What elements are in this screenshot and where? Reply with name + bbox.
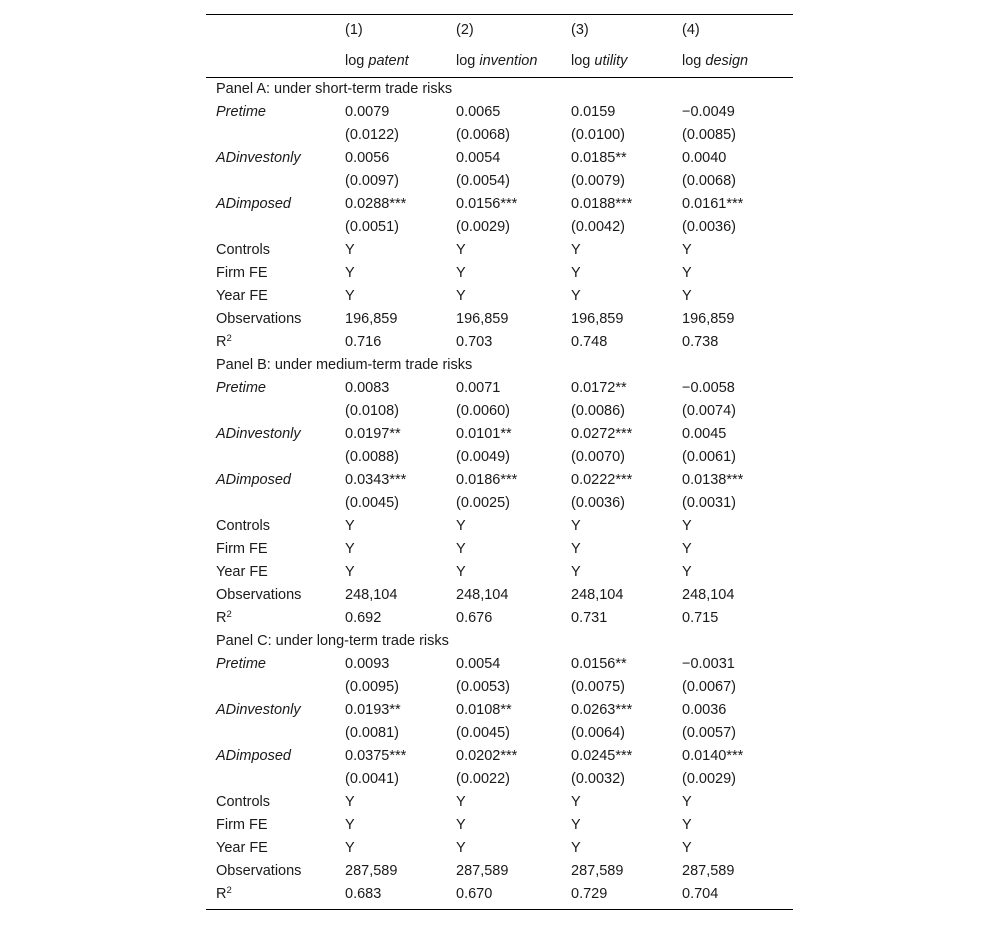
table-cell: 0.0071 xyxy=(456,380,501,396)
table-cell: 0.683 xyxy=(345,886,382,902)
column-number: (1) xyxy=(345,22,363,38)
row-label-text: Firm FE xyxy=(216,265,268,281)
table-row xyxy=(206,515,793,538)
row-label xyxy=(206,515,345,538)
table-cell: (0.0081) xyxy=(345,725,400,741)
table-row xyxy=(206,883,793,906)
table-cell: Y xyxy=(682,817,692,833)
row-label xyxy=(206,745,345,768)
column-number: (4) xyxy=(682,22,700,38)
table-cell: 287,589 xyxy=(682,863,735,879)
row-label-text: Year FE xyxy=(216,840,268,856)
table-cell: Y xyxy=(571,288,581,304)
table-cell: Y xyxy=(456,265,466,281)
row-label xyxy=(206,377,345,400)
log-prefix: log xyxy=(682,53,702,69)
table-row xyxy=(206,423,793,446)
table-cell: Y xyxy=(571,265,581,281)
table-cell: (0.0122) xyxy=(345,127,400,143)
row-label-text: ADinvestonly xyxy=(216,150,301,166)
table-cell: (0.0067) xyxy=(682,679,737,695)
table-cell: Y xyxy=(571,840,581,856)
row-label-text: Controls xyxy=(216,794,270,810)
row-label-text: Firm FE xyxy=(216,541,268,557)
row-label-text: ADimposed xyxy=(216,472,291,488)
results-table xyxy=(206,15,793,906)
table-cell: Y xyxy=(682,840,692,856)
row-label xyxy=(206,814,345,837)
column-number-row xyxy=(206,15,793,46)
table-cell: 0.0161*** xyxy=(682,196,744,212)
row-label xyxy=(206,492,345,515)
row-label-text: Observations xyxy=(216,587,302,603)
panel-title-row xyxy=(206,354,793,377)
table-cell: (0.0025) xyxy=(456,495,511,511)
table-cell: Y xyxy=(571,541,581,557)
column-number: (3) xyxy=(571,22,589,38)
table-row xyxy=(206,400,793,423)
table-cell: Y xyxy=(571,242,581,258)
table-cell: Y xyxy=(682,794,692,810)
row-label-text: Pretime xyxy=(216,380,266,396)
table-row xyxy=(206,124,793,147)
table-cell: Y xyxy=(682,564,692,580)
row-label-text: Observations xyxy=(216,311,302,327)
row-label-text: R xyxy=(216,886,227,902)
table-row xyxy=(206,860,793,883)
table-cell: 0.0186*** xyxy=(456,472,518,488)
row-label-text: Observations xyxy=(216,863,302,879)
table-cell: 0.0054 xyxy=(456,150,501,166)
row-label xyxy=(206,561,345,584)
row-label xyxy=(206,584,345,607)
panel-title-row xyxy=(206,78,793,102)
table-cell: Y xyxy=(571,794,581,810)
row-label xyxy=(206,147,345,170)
table-cell: Y xyxy=(345,840,355,856)
row-label xyxy=(206,699,345,722)
table-cell: Y xyxy=(456,518,466,534)
table-cell: Y xyxy=(682,288,692,304)
row-label xyxy=(206,837,345,860)
table-cell: (0.0031) xyxy=(682,495,737,511)
table-row xyxy=(206,492,793,515)
table-body xyxy=(206,78,793,907)
table-cell: (0.0108) xyxy=(345,403,400,419)
table-cell: 0.0156** xyxy=(571,656,627,672)
row-label xyxy=(206,308,345,331)
table-row xyxy=(206,699,793,722)
table-row xyxy=(206,216,793,239)
table-cell: Y xyxy=(456,794,466,810)
table-cell: Y xyxy=(456,817,466,833)
row-label-text: Firm FE xyxy=(216,817,268,833)
panel-title: Panel C: under long-term trade risks xyxy=(216,633,449,649)
table-cell: −0.0031 xyxy=(682,656,735,672)
row-label-text: R xyxy=(216,610,227,626)
superscript: 2 xyxy=(226,885,232,896)
table-cell: 196,859 xyxy=(571,311,624,327)
row-label xyxy=(206,538,345,561)
table-cell: (0.0079) xyxy=(571,173,626,189)
panel-title-row xyxy=(206,630,793,653)
row-label xyxy=(206,331,345,354)
row-label xyxy=(206,676,345,699)
row-label xyxy=(206,722,345,745)
log-prefix: log xyxy=(456,53,476,69)
row-label xyxy=(206,860,345,883)
table-row xyxy=(206,469,793,492)
log-prefix: log xyxy=(345,53,365,69)
table-cell: (0.0097) xyxy=(345,173,400,189)
table-cell: Y xyxy=(571,518,581,534)
row-label xyxy=(206,239,345,262)
table-cell: 248,104 xyxy=(456,587,509,603)
table-cell: 196,859 xyxy=(456,311,509,327)
row-label xyxy=(206,170,345,193)
dependent-variable-row xyxy=(206,46,793,78)
table-cell: (0.0088) xyxy=(345,449,400,465)
table-cell: 0.0343*** xyxy=(345,472,407,488)
row-label xyxy=(206,262,345,285)
table-cell: 0.0172** xyxy=(571,380,627,396)
row-label-text: R xyxy=(216,334,227,350)
table-cell: Y xyxy=(345,541,355,557)
table-cell: 0.0202*** xyxy=(456,748,518,764)
table-row xyxy=(206,653,793,676)
table-cell: 0.0065 xyxy=(456,104,501,120)
table-cell: −0.0049 xyxy=(682,104,735,120)
table-cell: 0.0056 xyxy=(345,150,390,166)
row-label-text: ADimposed xyxy=(216,748,291,764)
table-cell: Y xyxy=(456,288,466,304)
table-cell: 0.704 xyxy=(682,886,719,902)
table-row xyxy=(206,676,793,699)
table-cell: (0.0068) xyxy=(682,173,737,189)
table-cell: 196,859 xyxy=(682,311,735,327)
table-cell: 0.0222*** xyxy=(571,472,633,488)
table-cell: 0.670 xyxy=(456,886,493,902)
row-label xyxy=(206,193,345,216)
panel-title: Panel B: under medium-term trade risks xyxy=(216,357,473,373)
table-cell: 0.0101** xyxy=(456,426,512,442)
table-cell: 0.731 xyxy=(571,610,608,626)
table-cell: Y xyxy=(456,564,466,580)
dependent-variable xyxy=(345,46,456,78)
table-cell: (0.0074) xyxy=(682,403,737,419)
row-label-text: Year FE xyxy=(216,564,268,580)
row-label xyxy=(206,883,345,906)
table-row xyxy=(206,607,793,630)
table-cell: 0.716 xyxy=(345,334,382,350)
table-cell: Y xyxy=(682,265,692,281)
row-label xyxy=(206,446,345,469)
table-cell: Y xyxy=(345,265,355,281)
row-label-text: Controls xyxy=(216,242,270,258)
table-cell: (0.0022) xyxy=(456,771,511,787)
table-cell: (0.0068) xyxy=(456,127,511,143)
table-cell: (0.0054) xyxy=(456,173,511,189)
row-label-text: ADinvestonly xyxy=(216,702,301,718)
table-row xyxy=(206,837,793,860)
row-label xyxy=(206,469,345,492)
table-cell: 0.0093 xyxy=(345,656,390,672)
table-cell: 287,589 xyxy=(456,863,509,879)
table-cell: 0.0079 xyxy=(345,104,390,120)
table-cell: 0.0045 xyxy=(682,426,727,442)
table-cell: (0.0100) xyxy=(571,127,626,143)
dependent-variable xyxy=(682,46,793,78)
table-cell: 0.0108** xyxy=(456,702,512,718)
dependent-variable xyxy=(571,46,682,78)
table-row xyxy=(206,791,793,814)
table-cell: 248,104 xyxy=(345,587,398,603)
table-cell: 0.0193** xyxy=(345,702,401,718)
table-row xyxy=(206,538,793,561)
table-cell: (0.0070) xyxy=(571,449,626,465)
table-row xyxy=(206,768,793,791)
row-label-text: Pretime xyxy=(216,104,266,120)
table-cell: 0.0272*** xyxy=(571,426,633,442)
table-cell: 248,104 xyxy=(571,587,624,603)
table-cell: Y xyxy=(571,564,581,580)
table-cell: (0.0057) xyxy=(682,725,737,741)
row-label xyxy=(206,400,345,423)
table-cell: (0.0041) xyxy=(345,771,400,787)
dependent-variable-name: design xyxy=(705,53,749,69)
table-cell: (0.0053) xyxy=(456,679,511,695)
table-row xyxy=(206,239,793,262)
dependent-variable-name: patent xyxy=(368,53,409,69)
row-label xyxy=(206,653,345,676)
row-label xyxy=(206,285,345,308)
table-cell: (0.0061) xyxy=(682,449,737,465)
table-cell: 0.0245*** xyxy=(571,748,633,764)
table-cell: (0.0036) xyxy=(682,219,737,235)
table-cell: 0.738 xyxy=(682,334,719,350)
table-cell: Y xyxy=(345,518,355,534)
row-label xyxy=(206,423,345,446)
table-row xyxy=(206,147,793,170)
dependent-variable xyxy=(456,46,571,78)
table-cell: Y xyxy=(345,564,355,580)
table-cell: Y xyxy=(456,840,466,856)
table-cell: Y xyxy=(456,541,466,557)
table-cell: 0.0036 xyxy=(682,702,727,718)
table-cell: 0.0185** xyxy=(571,150,627,166)
table-cell: Y xyxy=(345,288,355,304)
table-cell: 287,589 xyxy=(345,863,398,879)
table-row xyxy=(206,446,793,469)
row-label xyxy=(206,101,345,124)
row-label xyxy=(206,216,345,239)
superscript: 2 xyxy=(226,333,232,344)
row-label xyxy=(206,791,345,814)
table-row xyxy=(206,101,793,124)
table-cell: (0.0029) xyxy=(682,771,737,787)
row-label-text: Controls xyxy=(216,518,270,534)
table-cell: (0.0042) xyxy=(571,219,626,235)
table-cell: (0.0085) xyxy=(682,127,737,143)
table-cell: (0.0095) xyxy=(345,679,400,695)
table-cell: (0.0064) xyxy=(571,725,626,741)
table-cell: 0.0140*** xyxy=(682,748,744,764)
table-cell: Y xyxy=(682,541,692,557)
table-cell: (0.0036) xyxy=(571,495,626,511)
dependent-variable-name: utility xyxy=(594,53,628,69)
row-label-text: Year FE xyxy=(216,288,268,304)
panel-title: Panel A: under short-term trade risks xyxy=(216,81,453,97)
table-row xyxy=(206,193,793,216)
table-row xyxy=(206,814,793,837)
table-cell: Y xyxy=(571,817,581,833)
table-row xyxy=(206,285,793,308)
table-cell: Y xyxy=(682,242,692,258)
table-row xyxy=(206,170,793,193)
superscript: 2 xyxy=(226,609,232,620)
table-cell: 0.0054 xyxy=(456,656,501,672)
table-row xyxy=(206,377,793,400)
header-corner xyxy=(206,15,345,46)
row-label xyxy=(206,768,345,791)
table-cell: Y xyxy=(345,794,355,810)
table-cell: 0.748 xyxy=(571,334,608,350)
table-cell: Y xyxy=(345,242,355,258)
header-corner xyxy=(206,46,345,78)
table-cell: 0.0263*** xyxy=(571,702,633,718)
table-row xyxy=(206,584,793,607)
row-label-text: Pretime xyxy=(216,656,266,672)
table-cell: 287,589 xyxy=(571,863,624,879)
table-cell: 0.0375*** xyxy=(345,748,407,764)
row-label xyxy=(206,124,345,147)
table-row xyxy=(206,722,793,745)
table-cell: −0.0058 xyxy=(682,380,735,396)
table-cell: (0.0045) xyxy=(345,495,400,511)
table-row xyxy=(206,331,793,354)
table-cell: 0.729 xyxy=(571,886,608,902)
table-row xyxy=(206,745,793,768)
table-cell: (0.0029) xyxy=(456,219,511,235)
table-cell: (0.0075) xyxy=(571,679,626,695)
table-cell: Y xyxy=(345,817,355,833)
dependent-variable-name: invention xyxy=(479,53,538,69)
table-cell: 0.0083 xyxy=(345,380,390,396)
log-prefix: log xyxy=(571,53,591,69)
table-row xyxy=(206,561,793,584)
table-cell: 0.0197** xyxy=(345,426,401,442)
table-cell: 0.703 xyxy=(456,334,493,350)
table-cell: 0.676 xyxy=(456,610,493,626)
row-label-text: ADimposed xyxy=(216,196,291,212)
table-cell: (0.0086) xyxy=(571,403,626,419)
table-cell: (0.0045) xyxy=(456,725,511,741)
table-cell: 0.0288*** xyxy=(345,196,407,212)
regression-table xyxy=(206,14,793,910)
table-cell: 248,104 xyxy=(682,587,735,603)
table-cell: 0.692 xyxy=(345,610,382,626)
bottom-rule xyxy=(206,909,793,910)
table-cell: (0.0032) xyxy=(571,771,626,787)
table-cell: 0.0156*** xyxy=(456,196,518,212)
row-label-text: ADinvestonly xyxy=(216,426,301,442)
table-cell: Y xyxy=(682,518,692,534)
table-cell: (0.0049) xyxy=(456,449,511,465)
table-row xyxy=(206,262,793,285)
table-cell: 0.0159 xyxy=(571,104,616,120)
table-cell: 0.0138*** xyxy=(682,472,744,488)
table-cell: (0.0060) xyxy=(456,403,511,419)
table-cell: 0.0188*** xyxy=(571,196,633,212)
table-cell: 196,859 xyxy=(345,311,398,327)
table-cell: 0.0040 xyxy=(682,150,727,166)
row-label xyxy=(206,607,345,630)
table-cell: 0.715 xyxy=(682,610,719,626)
table-cell: (0.0051) xyxy=(345,219,400,235)
column-number: (2) xyxy=(456,22,474,38)
table-cell: Y xyxy=(456,242,466,258)
table-row xyxy=(206,308,793,331)
